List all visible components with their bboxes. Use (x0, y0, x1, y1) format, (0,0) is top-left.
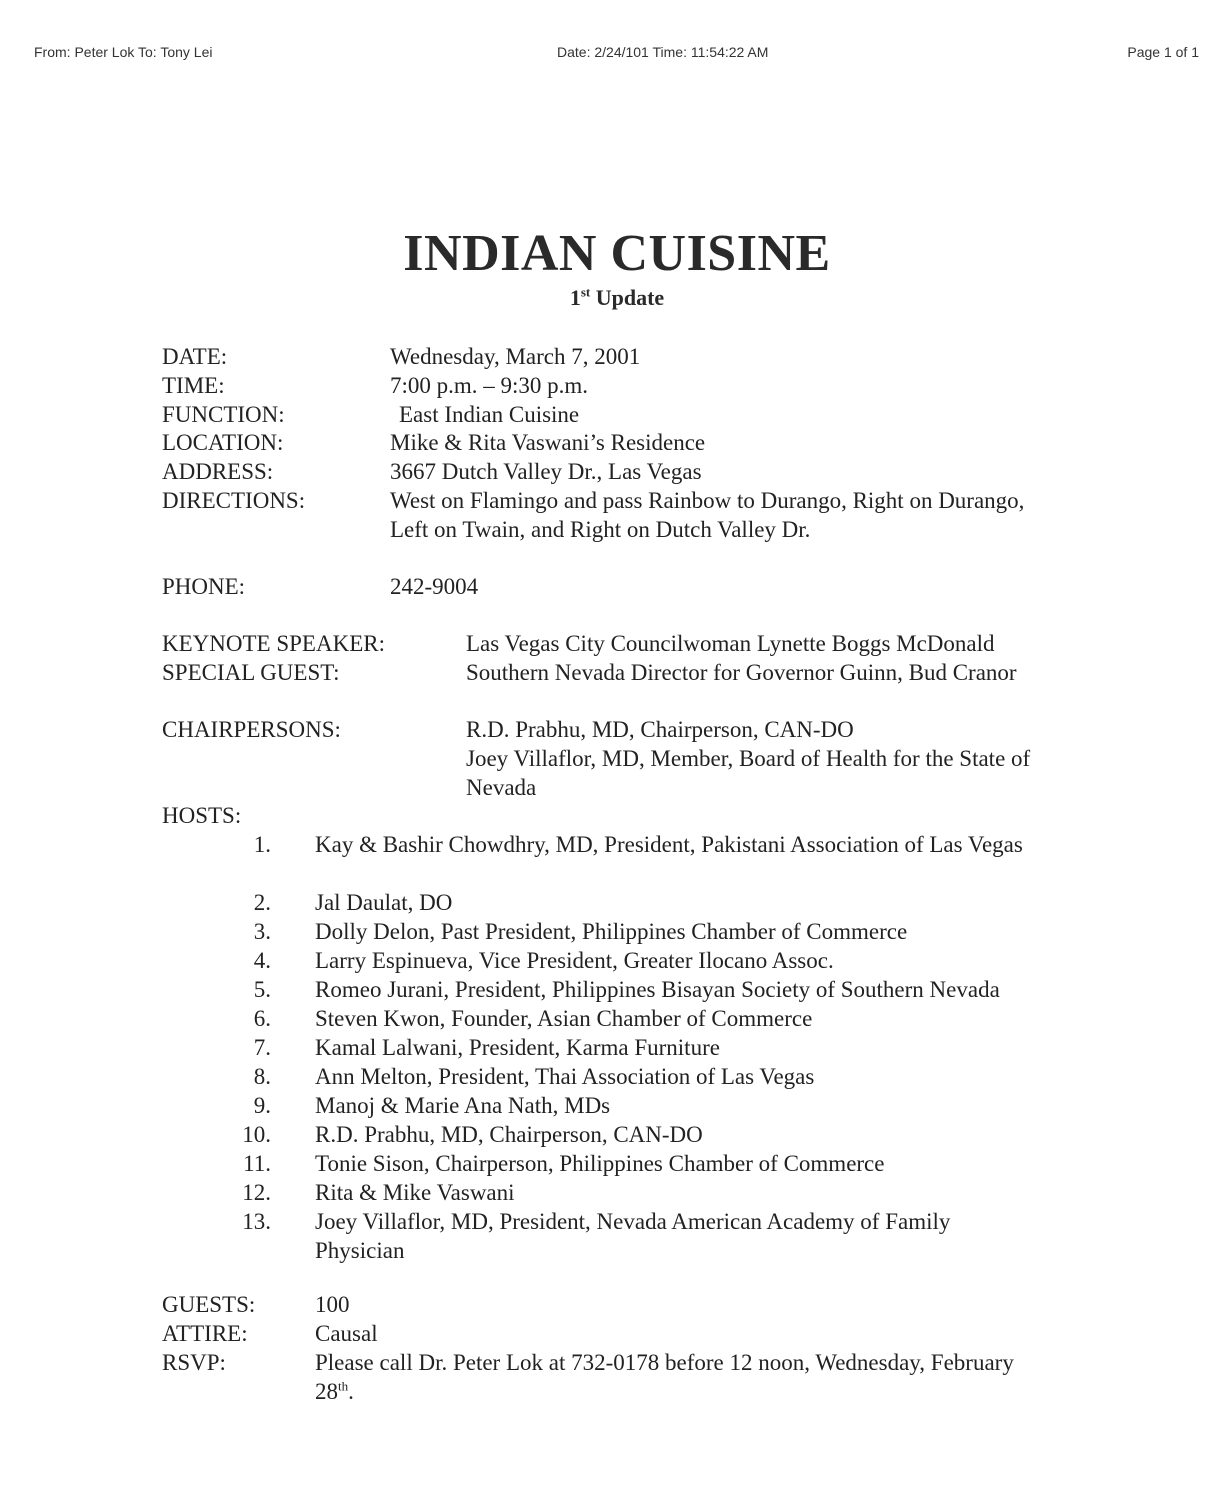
special-guest-label: SPECIAL GUEST: (162, 660, 340, 685)
chairperson-2: Joey Villaflor, MD, Member, Board of Health for the State of Nevada (466, 746, 1031, 800)
host-number: 2. (253, 890, 271, 915)
host-text: Kamal Lalwani, President, Karma Furniture (315, 1035, 720, 1060)
keynote-speaker-label: KEYNOTE SPEAKER: (162, 631, 385, 656)
guests-value: 100 (315, 1292, 350, 1317)
keynote-speaker-value: Las Vegas City Councilwoman Lynette Boggs McDonald (466, 631, 995, 656)
host-text: Kay & Bashir Chowdhry, MD, President, Pakistani Association of Las Vegas (315, 832, 1023, 857)
host-text: R.D. Prabhu, MD, Chairperson, CAN-DO (315, 1122, 703, 1147)
guests-label: GUESTS: (162, 1292, 256, 1317)
detail-directions-label: DIRECTIONS: (162, 488, 306, 513)
detail-phone-value: 242-9004 (390, 574, 479, 599)
host-number: 3. (253, 919, 271, 944)
detail-time-label: TIME: (162, 373, 225, 398)
host-number: 11. (243, 1151, 271, 1176)
host-number: 4. (253, 948, 271, 973)
rsvp-date-suffix: th (338, 1378, 349, 1394)
host-text: Ann Melton, President, Thai Association of Las Vegas (315, 1064, 815, 1089)
fax-from-to: From: Peter Lok To: Tony Lei (34, 44, 213, 60)
rsvp-end: . (348, 1379, 354, 1404)
detail-address-value: 3667 Dutch Valley Dr., Las Vegas (390, 459, 702, 484)
host-text: Rita & Mike Vaswani (315, 1180, 515, 1205)
subtitle-ordinal-suffix: st (580, 284, 591, 300)
host-number: 13. (242, 1209, 271, 1234)
detail-address-label: ADDRESS: (162, 459, 274, 484)
document-subtitle (0, 285, 1219, 311)
host-number: 7. (253, 1035, 271, 1060)
document-title: INDIAN CUISINE (403, 225, 831, 282)
host-text: Joey Villaflor, MD, President, Nevada American Academy of Family Physician (315, 1209, 951, 1263)
fax-page-count: Page 1 of 1 (1127, 44, 1199, 60)
rsvp-value (315, 1348, 1015, 1406)
host-number: 6. (253, 1006, 271, 1031)
host-number: 10. (242, 1122, 271, 1147)
detail-date-value: Wednesday, March 7, 2001 (390, 344, 641, 369)
host-text: Jal Daulat, DO (315, 890, 453, 915)
host-number: 9. (253, 1093, 271, 1118)
attire-value: Causal (315, 1321, 378, 1346)
subtitle-ordinal: 1 (569, 285, 581, 310)
detail-function-label: FUNCTION: (162, 402, 285, 427)
detail-location-value: Mike & Rita Vaswani’s Residence (390, 430, 706, 455)
fax-date-time: Date: 2/24/101 Time: 11:54:22 AM (557, 44, 769, 60)
host-text: Steven Kwon, Founder, Asian Chamber of Commerce (315, 1006, 813, 1031)
host-number: 8. (253, 1064, 271, 1089)
detail-function-value: East Indian Cuisine (399, 402, 580, 427)
attire-label: ATTIRE: (162, 1321, 248, 1346)
host-number: 1. (253, 832, 271, 857)
subtitle-word: Update (595, 285, 665, 310)
host-number: 12. (242, 1180, 271, 1205)
detail-phone-label: PHONE: (162, 574, 246, 599)
special-guest-value: Southern Nevada Director for Governor Guinn, Bud Cranor (466, 660, 1017, 685)
detail-date-label: DATE: (162, 344, 228, 369)
host-text: Dolly Delon, Past President, Philippines Chamber of Commerce (315, 919, 908, 944)
host-text: Manoj & Marie Ana Nath, MDs (315, 1093, 611, 1118)
rsvp-text: Please call Dr. Peter Lok at 732-0178 before 12 noon, Wednesday, February 28 (315, 1350, 1014, 1404)
hosts-label: HOSTS: (162, 803, 242, 828)
detail-location-label: LOCATION: (162, 430, 284, 455)
detail-time-value: 7:00 p.m. – 9:30 p.m. (390, 373, 589, 398)
host-text: Romeo Jurani, President, Philippines Bisayan Society of Southern Nevada (315, 977, 1000, 1002)
host-text: Larry Espinueva, Vice President, Greater Ilocano Assoc. (315, 948, 834, 973)
detail-directions-value: West on Flamingo and pass Rainbow to Durango, Right on Durango, Left on Twain, and Right on Dutch Valley Dr. (390, 488, 1025, 542)
chairperson-1: R.D. Prabhu, MD, Chairperson, CAN-DO (466, 717, 854, 742)
host-text: Tonie Sison, Chairperson, Philippines Chamber of Commerce (315, 1151, 885, 1176)
chairpersons-label: CHAIRPERSONS: (162, 717, 341, 742)
rsvp-label: RSVP: (162, 1350, 226, 1375)
host-number: 5. (253, 977, 271, 1002)
